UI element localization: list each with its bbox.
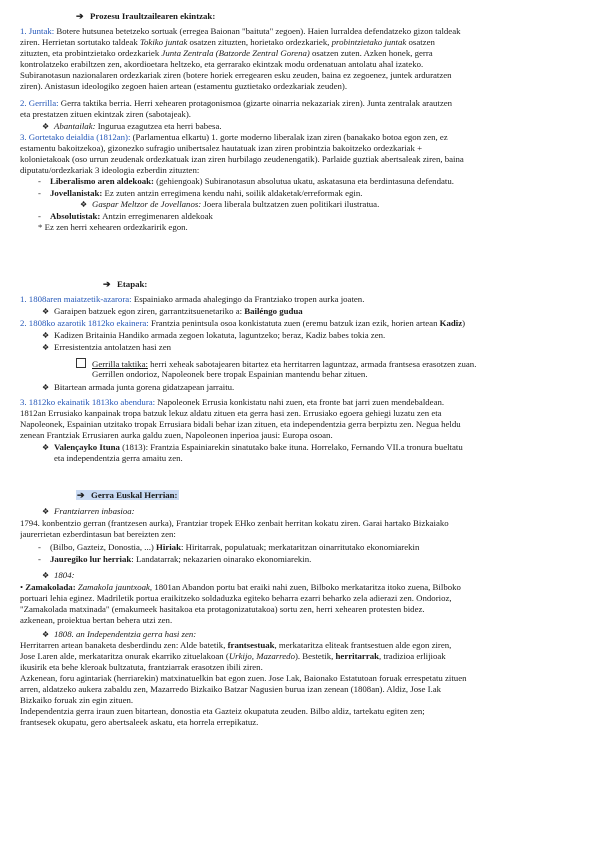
paragraph-line: ziren. Herrietan sortutako taldeak Tokiko juntak osatzen zituzten, horietako ordezkariek, probintzietako juntak osatzen	[20, 37, 435, 47]
paragraph-line: estamentu bakoitzekoa), gizonezko sufragio unibertsalez hautatuak izan ziren probintzia bakoitzeko ordezkariak +	[20, 143, 423, 153]
dash-item: - Jauregiko lur herriak: Landatarrak; nekazarien oinarako ekonomiarekin.	[38, 554, 312, 564]
paragraph-line: ikusirik eta behe kleroak bultzatuta, frantziarrak erasotzen ibili ziren.	[20, 662, 263, 672]
paragraph-line: Gerrillen ondorioz, Napoleonek bere tropak Espainian mantendu behar zituen.	[92, 369, 368, 379]
paragraph-line: 3. 1812ko ekainatik 1813ko abendura: Napoleonek Errusia konkistatu nahi zuen, eta fronte bat jarri zuen mendebaldean.	[20, 397, 445, 407]
bullet-item: ❖ Gaspar Meltzor de Jovellanos: Joera liberala bultzatzen zuen politikari ilustratua.	[80, 199, 380, 209]
paragraph-line: zenean Frantziak Errusiaren aurka galdu zuen, Napoleonen inperioa jausi: Europa osoan.	[20, 430, 333, 440]
bullet-item: ❖ Bitartean armada junta gorena gidatzapean jarraitu.	[42, 382, 235, 392]
paragraph-line: azkenean, proiektua bertan behera utzi zen.	[20, 615, 173, 625]
diamond-bullet-icon: ❖	[42, 307, 50, 316]
bullet-item: ❖ Erresistentzia antolatzen hasi zen	[42, 342, 171, 352]
dash-item: - Jovellanistak: Ez zuten antzin erregimena kendu nahi, soilik aldaketak/erreformak egin.	[38, 188, 363, 198]
paragraph-line: portuari lehia eginez. Madriletik portua eraikitzeko soldaduzka egiteko beharra ezarri beharko zela adierazi zen. Ondorioz,	[20, 593, 452, 603]
bullet-item: ❖ Valençayko Ituna (1813): Frantzia Espainiarekin sinatutako bake ituna. Horrelako, Fernando VII.a tronura bueltatu	[42, 442, 463, 452]
bullet-item: ❖ 1804:	[42, 570, 75, 580]
paragraph-line: 1. Juntak: Botere hutsunea betetzeko sortuak (erregea Baionan "baituta" zegoen). Haien lurraldea defendatzeko gizon taldeak	[20, 26, 461, 36]
paragraph-line: arren, aldatzeko aukera zabaldu zen, Mazarredo Bizkaiko Batzar Nagusien burua izan zenean (1808an). Aldiz, Jose I.ak	[20, 684, 442, 694]
paragraph-line: zituzten, eta probintzietako ordezkariek Junta Zentrala (Batzorde Zentral Gorena) osatzen zuten. Azken honek, gerra	[20, 48, 433, 58]
paragraph-line: 3. Gortetako deialdia (1812an): (Parlamentua elkartu) 1. gorte moderno liberalak izan ziren (banakako botoa egon zen, ez	[20, 132, 448, 142]
paragraph-line: Jose I.aren alde, merkataritza onurak ekarriko zituelakoan (Urkijo, Mazarredo). Bestetik, herritarrak, tradizioa erlijioak	[20, 651, 446, 661]
dash-item: - Absolutistak: Antzin erregimenaren aldekoak	[38, 211, 213, 221]
section-heading: ➔ Etapak:	[103, 279, 148, 289]
diamond-bullet-icon: ❖	[42, 331, 50, 340]
dash-item: - Liberalismo aren aldekoak: (gehiengoak) Subiranotasun absolutua ukatu, askatasuna eta berdintasuna defendatu.	[38, 176, 454, 186]
paragraph-line: Herritarren artean banaketa desberdindu zen: Alde batetik, frantsestuak, merkataritza eliteak frantsestuen alde egon ziren,	[20, 640, 452, 650]
bullet-item: ❖ Abantailak: Ingurua ezagutzea eta herri babesa.	[42, 121, 222, 131]
paragraph-line: Independentzia gerra iraun zuen bitartean, donostia eta Gazteiz okupatuta zeuden. Bilbo aldiz, tartekatu egiten zen;	[20, 706, 425, 716]
diamond-bullet-icon: ❖	[42, 122, 50, 131]
paragraph-line: kolonietakoak (oso urrun zeudenak ordezkatuak izan ziren hurbilago zeudenengatik). Parlaide guztiak abertsaleak ziren, baina	[20, 154, 464, 164]
checkbox-icon	[76, 358, 86, 368]
footnote: * Ez zen herri xehearen ordezkaririk egon.	[38, 222, 188, 232]
diamond-bullet-icon: ❖	[42, 383, 50, 392]
section-heading: ➔ Prozesu Iraultzailearen ekintzak:	[76, 11, 216, 21]
bullet-item: ❖ Kadizen Britainia Handiko armada zegoen lokatuta, laguntzeko; beraz, Kadiz babes tokia zen.	[42, 330, 386, 340]
paragraph-line: 2. Gerrilla: Gerra taktika berria. Herri xehearen protagonismoa (gizarte oinarria nekazariak ziren). Junta zentralak arautzen	[20, 98, 453, 108]
paragraph-line: diputatu/ordezkariak 3 ideologia ezberdin zituzten:	[20, 165, 200, 175]
paragraph-line: 1794. konbentzio gerran (frantzesen aurka), Frantziar tropek EHko zenbait herritan kokatu ziren. Garai hartako Bizkaiako	[20, 518, 449, 528]
paragraph-line: • Zamakolada: Zamakola jauntxoak, 1801an Abandon portu bat eraiki nahi zuen, Bilboko merkataritza itoko zuena, Bilboko	[20, 582, 461, 592]
arrow-right-icon: ➔	[76, 11, 84, 21]
paragraph-line: Napoleonek, Espainian utzitako tropak Errusiara bidali behar izan zituen, eta independentzia gerra berpiztu zen. Negua heldu	[20, 419, 461, 429]
diamond-bullet-icon: ❖	[42, 343, 50, 352]
paragraph-line: Azkenean, foru agintariak (herriarekin) matxinatuelkin bat egon zuen. Jose I.ak, Baionako Estatutoan foruak errespetatu zituen	[20, 673, 467, 683]
diamond-bullet-icon: ❖	[42, 507, 50, 516]
paragraph-line: jaurerrietan ezberdintasun bat bereizten zen:	[20, 529, 176, 539]
diamond-bullet-icon: ❖	[42, 630, 50, 639]
paragraph-line: eta prestatzen zituen ekintzak ziren (sabotajeak).	[20, 109, 191, 119]
paragraph-line: eta independentzia gerra amaitu zen.	[54, 453, 183, 463]
paragraph-line: ziren). Anistasun ideologiko zegoen haien artean (estamentu guztietako ordezkariak zeuden).	[20, 81, 348, 91]
diamond-bullet-icon: ❖	[80, 200, 88, 209]
paragraph-line: kontrolatzeko erabiltzen zen, akordioetara heltzeko, eta gerrarako ekintzak modu ordenatuan antolatu ahal izateko.	[20, 59, 424, 69]
bullet-item: ❖ 1808. an Independentzia gerra hasi zen:	[42, 629, 197, 639]
paragraph-line: "Zamakolada matxinada" (emakumeek hasitakoa eta protagonizatutakoa) sortu zen, herri xehearen protesten bidez.	[20, 604, 425, 614]
paragraph-line: frantsesek okupatu, gero abertsaleek askatu, eta horrela errepikatuz.	[20, 717, 259, 727]
bullet-item: ❖ Frantziarren inbasioa:	[42, 506, 135, 516]
diamond-bullet-icon: ❖	[42, 443, 50, 452]
bullet-item: ❖ Garaipen batzuek egon ziren, garrantzitsuenetariko a: Bailéngo gudua	[42, 306, 303, 316]
paragraph-line: Subiranotasun nazionalaren ordezkariak ziren (botere horiek erregearen esku zeuden, baina ez zegoenez, juntek arduratzen	[20, 70, 452, 80]
diamond-bullet-icon: ❖	[42, 571, 50, 580]
section-heading: ➔ Gerra Euskal Herrian:	[77, 490, 178, 500]
checkbox-item: Gerrilla taktika: herri xeheak sabotajearen bitartez eta herritarren laguntzaz, armada frantsesa erasotzen zuan.	[76, 358, 600, 370]
dash-item: - (Bilbo, Gazteiz, Donostia, ...) Hiriak: Hiritarrak, populatuak; merkataritzan oinarritutako ekonomiarekin	[38, 542, 420, 552]
arrow-right-icon: ➔	[77, 490, 85, 500]
arrow-right-icon: ➔	[103, 279, 111, 289]
paragraph-line: 1. 1808aren maiatzetik-azarora: Espainiako armada ahalegingo da Frantziako tropen aurka joaten.	[20, 294, 365, 304]
paragraph-line: Bizkaiko foruak zin egin zituen.	[20, 695, 134, 705]
paragraph-line: 1812an Errusiako kanpainak tropa batzuk lekuz aldatu zituen eta gerra hasi zen. Errusiako egoera gehiegi luzatu zen eta	[20, 408, 442, 418]
paragraph-line: 2. 1808ko azarotik 1812ko ekainera: Frantzia penintsula osoa konkistatuta zuen (eremu batzuk izan ezik, horien artean Kadiz)	[20, 318, 466, 328]
